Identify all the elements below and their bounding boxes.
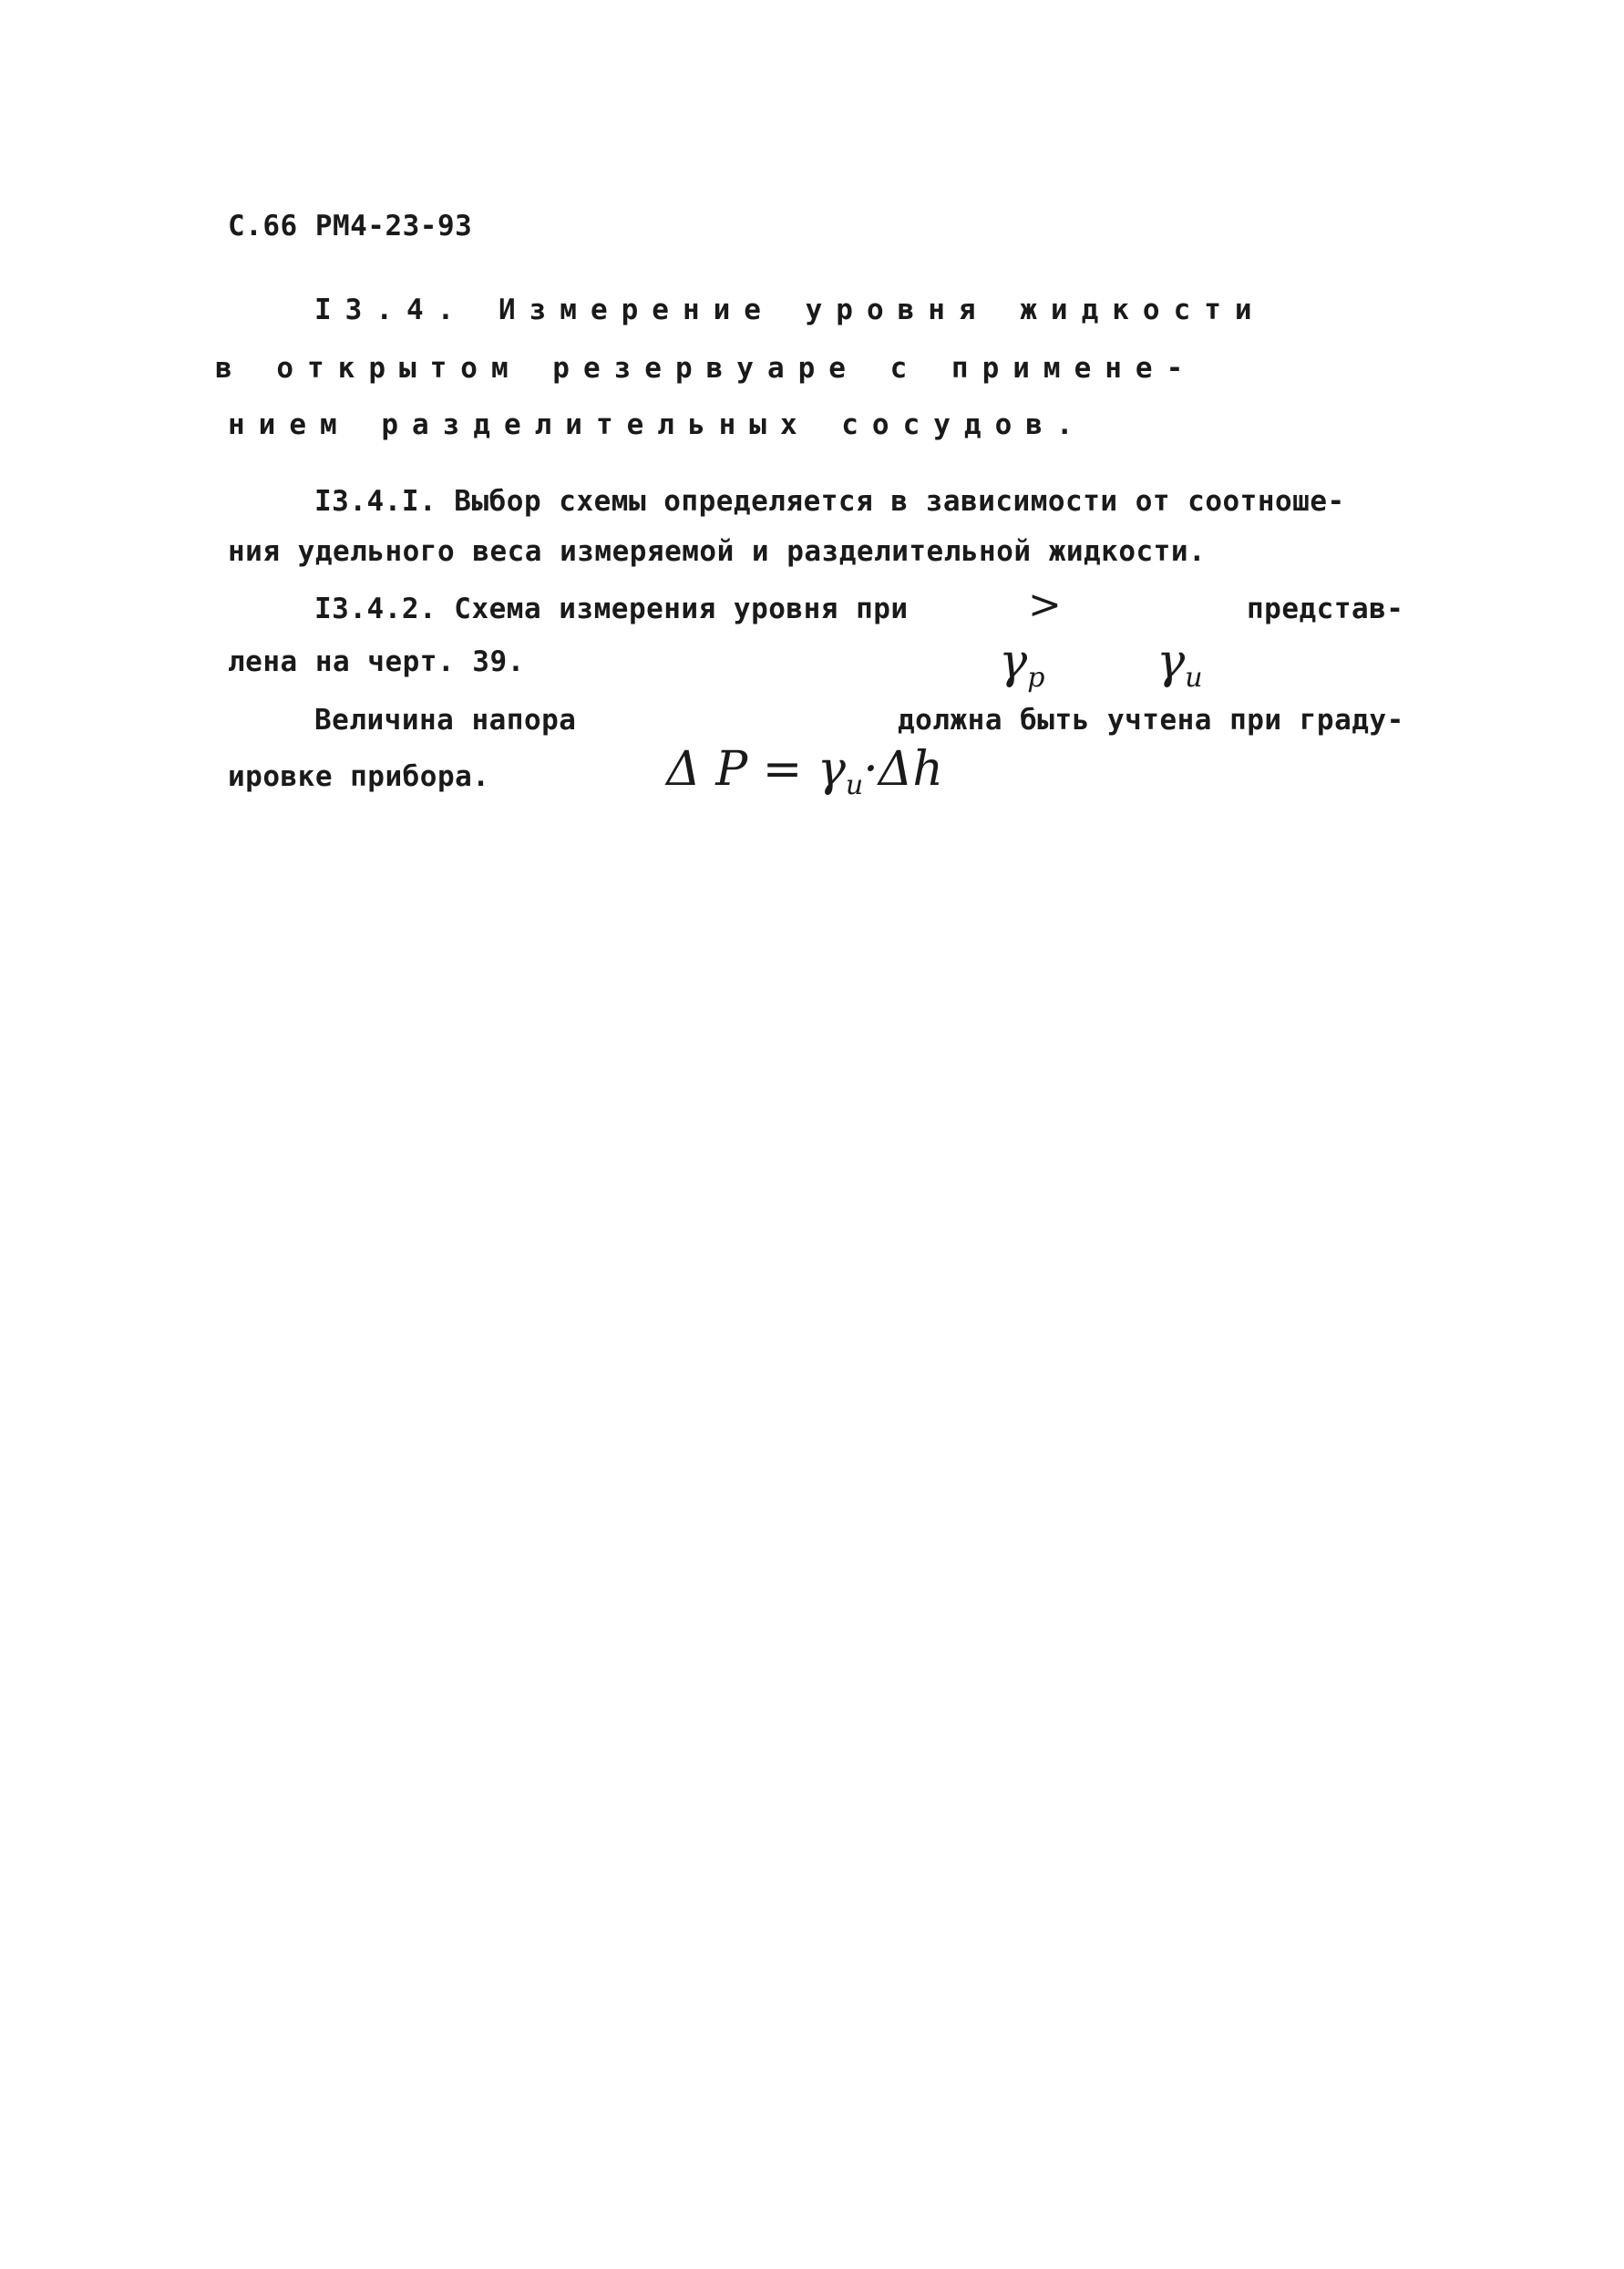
page-header: С.66 РМ4-23-93: [228, 210, 473, 242]
greater-than-symbol: >: [1028, 582, 1062, 628]
section-title-line-2: в открытом резервуаре с примене-: [215, 352, 1197, 385]
paragraph-1-line-1: I3.4.I. Выбор схемы определяется в зависимости от соотноше-: [314, 485, 1345, 518]
paragraph-2-line-2: лена на черт. 39.: [228, 645, 525, 678]
paragraph-2-line-1: I3.4.2. Схема измерения уровня при: [314, 593, 909, 625]
paragraph-1-line-2: ния удельного веса измеряемой и разделительной жидкости.: [228, 535, 1207, 568]
section-title-line-3: нием разделительных сосудов.: [228, 408, 1087, 441]
paragraph-3-line-1-end: должна быть учтена при граду-: [898, 704, 1404, 737]
pressure-formula: Δ $P = \gamma_и\cdot\Delta h$: [666, 742, 943, 801]
section-title-line-1: I3.4. Измерение уровня жидкости: [314, 294, 1266, 326]
gamma-u-symbol: $\gamma_и$: [1156, 634, 1203, 694]
paragraph-2-line-1-end: представ-: [1247, 593, 1404, 625]
gamma-p-symbol: $\gamma_р$: [999, 634, 1045, 694]
paragraph-3-line-2: ировке прибора.: [228, 760, 490, 793]
paragraph-3-line-1: Величина напора: [314, 704, 577, 737]
